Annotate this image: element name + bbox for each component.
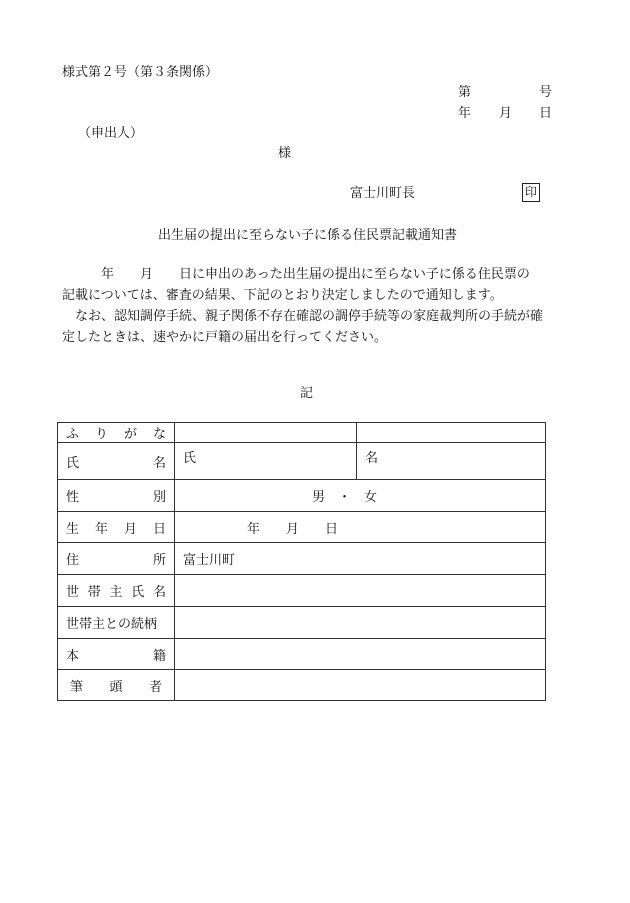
issue-date-year: 年 [458,106,472,121]
issue-date-day: 日 [539,106,553,121]
furigana-given-name-field[interactable] [357,423,546,443]
table-row-householder [58,575,546,607]
document-number-suffix: 号 [539,85,553,100]
table-row-relation [58,607,546,639]
hittousha-field[interactable] [175,670,546,701]
table-row-furigana [58,423,546,443]
table-row-honseki [58,639,546,670]
notice-line-1: 年 月 日に申出のあった出生届の提出に至らない子に係る住民票の [62,267,530,282]
applicant-label: （申出人） [78,126,144,141]
sex-field[interactable] [175,480,546,512]
seal-stamp: 印 [522,183,540,202]
birthdate-field[interactable] [175,512,546,543]
notice-line-3: なお、認知調停手続、親子関係不存在確認の調停手続等の家庭裁判所の手続が確 [62,309,544,324]
table-row-hittousha [58,670,546,701]
birthdate-label: 生 年 月 日 [58,512,175,543]
householder-field[interactable] [175,575,546,607]
sex-options: 男 ・ 女 [312,490,378,505]
name-label: 氏 名 [58,443,175,480]
hittousha-label: 筆 頭 者 [58,670,175,701]
issuer-name: 富士川町長 [350,186,416,201]
table-row-birthdate [58,512,546,543]
surname-label: 氏 [183,451,197,466]
honorific: 様 [278,146,292,161]
furigana-label: ふ り が な [58,423,175,443]
honseki-label: 本 籍 [58,639,175,670]
notice-body [62,264,572,348]
record-table [57,422,546,701]
relation-field[interactable] [175,607,546,639]
issue-date-month: 月 [499,106,513,121]
furigana-surname-field[interactable] [175,423,357,443]
document-number-prefix: 第 [458,85,472,100]
surname-field[interactable] [175,443,357,480]
address-field[interactable] [175,543,546,575]
ki-heading: 記 [300,386,314,401]
birthdate-value: 年 月 日 [247,521,339,537]
address-value: 富士川町 [183,553,236,568]
notice-line-4: 定したときは、速やかに戸籍の届出を行ってください。 [62,330,388,345]
sex-label: 性 別 [58,480,175,512]
address-label: 住 所 [58,543,175,575]
document-title: 出生届の提出に至らない子に係る住民票記載通知書 [158,228,458,243]
table-row-name [58,443,546,480]
table-row-address [58,543,546,575]
form-number: 様式第２号（第３条関係） [62,65,219,80]
honseki-field[interactable] [175,639,546,670]
householder-label: 世 帯 主 氏 名 [58,575,175,607]
relation-label: 世帯主との続柄 [58,607,175,639]
table-row-sex [58,480,546,512]
given-name-field[interactable] [357,443,546,480]
notice-line-2: 記載については、審査の結果、下記のとおり決定しましたので通知します。 [62,288,503,303]
given-name-label: 名 [365,451,379,466]
